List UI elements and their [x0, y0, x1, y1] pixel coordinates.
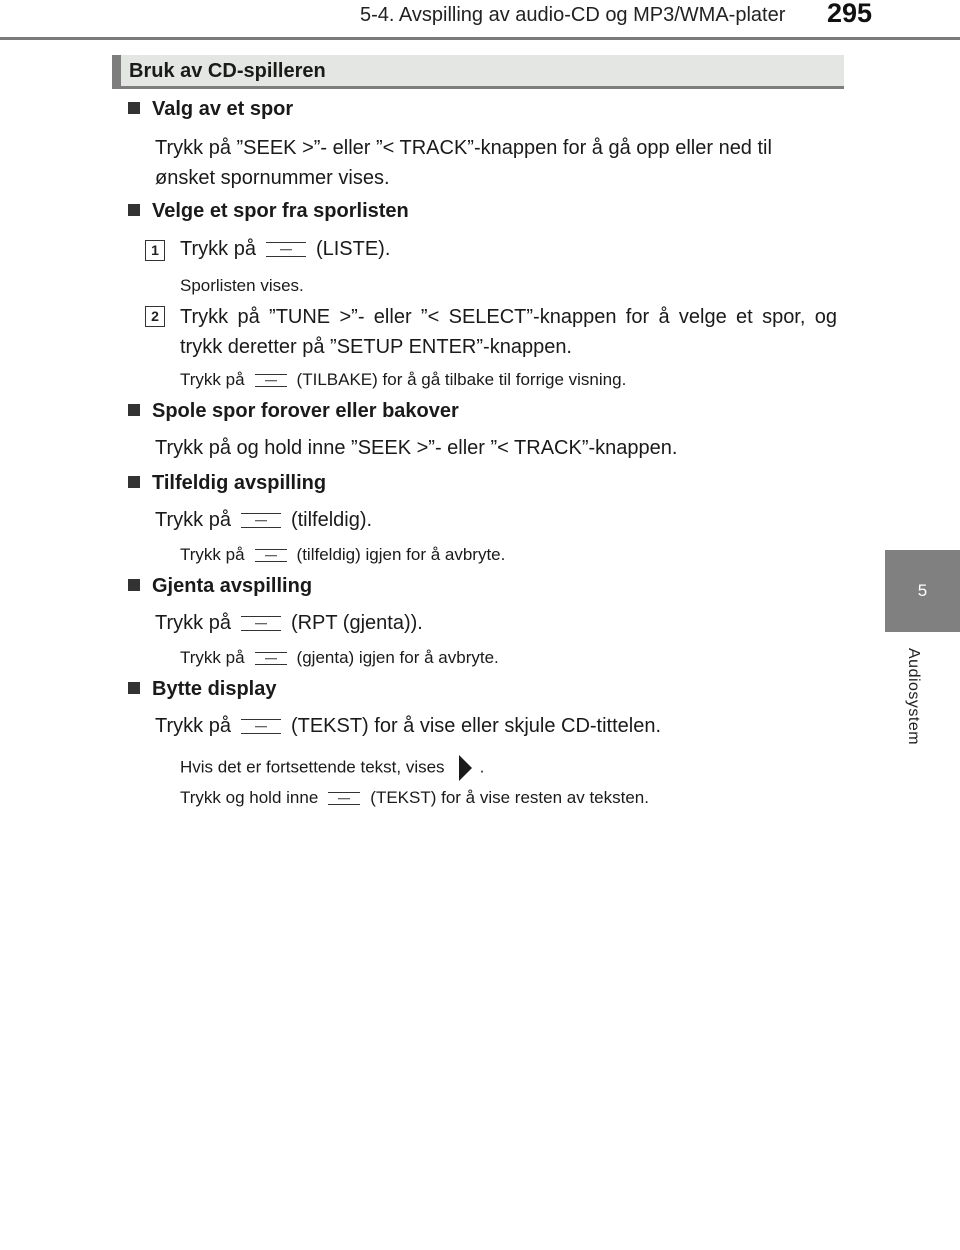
text-valg: Trykk på ”SEEK >”- eller ”< TRACK”-knappen for å gå opp eller ned til ønsket spornummer vises. [155, 137, 772, 189]
square-bullet-icon [128, 682, 140, 694]
step-2-text: Trykk på ”TUNE >”- eller ”< SELECT”-knappen for å velge et spor, og trykk deretter på ”SETUP ENTER”-knappen. [180, 306, 837, 358]
heading-gjenta: Gjenta avspilling [128, 575, 312, 598]
section-title-bar [112, 55, 844, 89]
button-icon [241, 616, 281, 631]
text-tilfeldig: Trykk på (tilfeldig). [155, 509, 373, 531]
step-1-text: Trykk på (LISTE). [180, 238, 391, 260]
chapter-tab [885, 550, 960, 632]
heading-spole: Spole spor forover eller bakover [128, 400, 459, 423]
text-display: Trykk på (TEKST) for å vise eller skjule CD-tittelen. [155, 715, 662, 737]
step-2-note: Trykk på (TILBAKE) for å gå tilbake til forrige visning. [180, 370, 627, 389]
heading-sporliste: Velge et spor fra sporlisten [128, 200, 409, 223]
step-number-2: 2 [145, 306, 165, 327]
header-chapter-title: 5-4. Avspilling av audio-CD og MP3/WMA-plater [360, 4, 786, 26]
section-title-accent [112, 55, 121, 86]
button-icon [241, 513, 281, 528]
square-bullet-icon [128, 204, 140, 216]
square-bullet-icon [128, 476, 140, 488]
heading-display: Bytte display [128, 678, 276, 701]
button-icon [328, 792, 360, 805]
note-display-2: Trykk og hold inne (TEKST) for å vise resten av teksten. [180, 788, 649, 807]
heading-tilfeldig: Tilfeldig avspilling [128, 472, 326, 495]
square-bullet-icon [128, 579, 140, 591]
chapter-tab-number: 5 [917, 581, 928, 600]
page-number: 295 [826, 0, 872, 28]
button-icon [255, 549, 287, 562]
square-bullet-icon [128, 404, 140, 416]
header-divider [0, 37, 960, 40]
note-display-1: Hvis det er fortsettende tekst, vises . [180, 755, 820, 781]
button-icon [266, 242, 306, 257]
section-title: Bruk av CD-spilleren [129, 60, 326, 82]
text-gjenta: Trykk på (RPT (gjenta)). [155, 612, 423, 634]
text-spole: Trykk på og hold inne ”SEEK >”- eller ”< TRACK”-knappen. [155, 437, 678, 459]
button-icon [241, 719, 281, 734]
heading-valg: Valg av et spor [128, 98, 293, 121]
step-number-1: 1 [145, 240, 165, 261]
button-icon [255, 374, 287, 387]
note-tilfeldig: Trykk på (tilfeldig) igjen for å avbryte. [180, 545, 506, 564]
chapter-tab-label: Audiosystem [905, 648, 922, 746]
square-bullet-icon [128, 102, 140, 114]
button-icon [255, 652, 287, 665]
continue-arrow-icon [459, 755, 472, 781]
note-gjenta: Trykk på (gjenta) igjen for å avbryte. [180, 648, 499, 667]
step-1-note: Sporlisten vises. [180, 276, 304, 295]
